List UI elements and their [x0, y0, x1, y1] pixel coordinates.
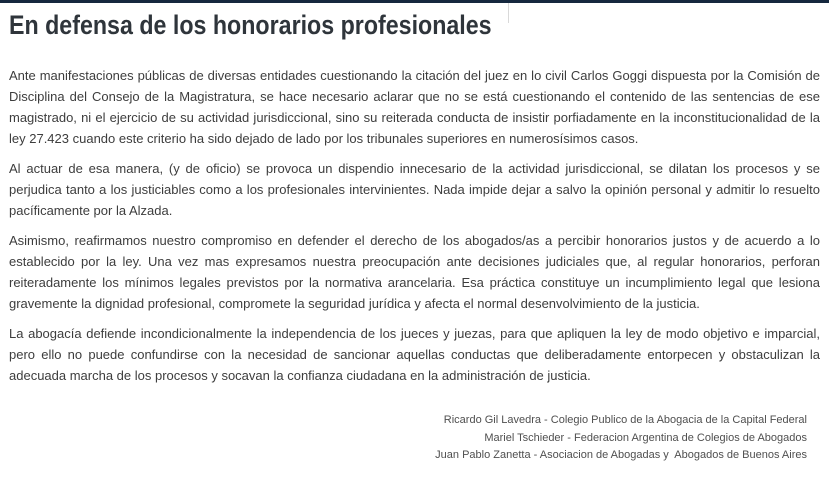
document-content [0, 9, 829, 465]
article-body [9, 65, 820, 386]
signature-line-2: Mariel Tschieder - Federacion Argentina de Colegios de Abogados [484, 431, 807, 444]
paragraph-1: Ante manifestaciones públicas de diversas entidades cuestionando la citación del juez en lo civil Carlos Goggi dispuesta por la Comisión de Disciplina del Consejo de la Magistratura, se hace necesario aclarar que no se está cuestionando el contenido de las sentencias de ese magistrado, ni el ejercicio de su actividad jurisdiccional, sino su reiterada conducta de insistir porfiadamente en la inconstitucionalidad de la ley 27.423 cuando este criterio ha sido dejado de lado por los tribunales superiores en numerosísimos casos. [9, 68, 820, 146]
paragraph-2: Al actuar de esa manera, (y de oficio) se provoca un dispendio innecesario de la actividad jurisdiccional, se dilatan los procesos y se perjudica tanto a los justiciables como a los profesionales intervinientes. Nada impide dejar a salvo la opinión personal y admitir lo resuelto pacíficamente por la Alzada. [9, 161, 820, 218]
signature-line-1: Ricardo Gil Lavedra - Colegio Publico de la Abogacia de la Capital Federal [443, 414, 807, 426]
page-title: En defensa de los honorarios profesionales [9, 10, 492, 40]
top-accent-bar [0, 0, 829, 3]
paragraph-4: La abogacía defiende incondicionalmente la independencia de los jueces y juezas, para que apliquen la ley de modo objetivo e imparcial, pero ello no puede confundirse con la necesidad de sancionar aquellas conductas que deliberadamente entorpecen y obstaculizan la adecuada marcha de los procesos y socavan la confianza ciudadana en la administración de justicia. [9, 326, 820, 383]
paragraph-3: Asimismo, reafirmamos nuestro compromiso en defender el derecho de los abogados/as a percibir honorarios justos y de acuerdo a lo establecido por la ley. Una vez mas expresamos nuestra preocupación ante decisiones judiciales que, al regular honorarios, perforan reiteradamente los mínimos legales previstos por la normativa arancelaria. Esa práctica constituye un incumplimiento legal que lesiona gravemente la dignidad profesional, compromete la seguridad jurídica y afecta el normal desenvolvimiento de la justicia. [9, 233, 820, 311]
signature-line-3: Juan Pablo Zanetta - Asociacion de Abogadas y Abogados de Buenos Aires [435, 449, 807, 461]
signature-block [9, 412, 820, 465]
